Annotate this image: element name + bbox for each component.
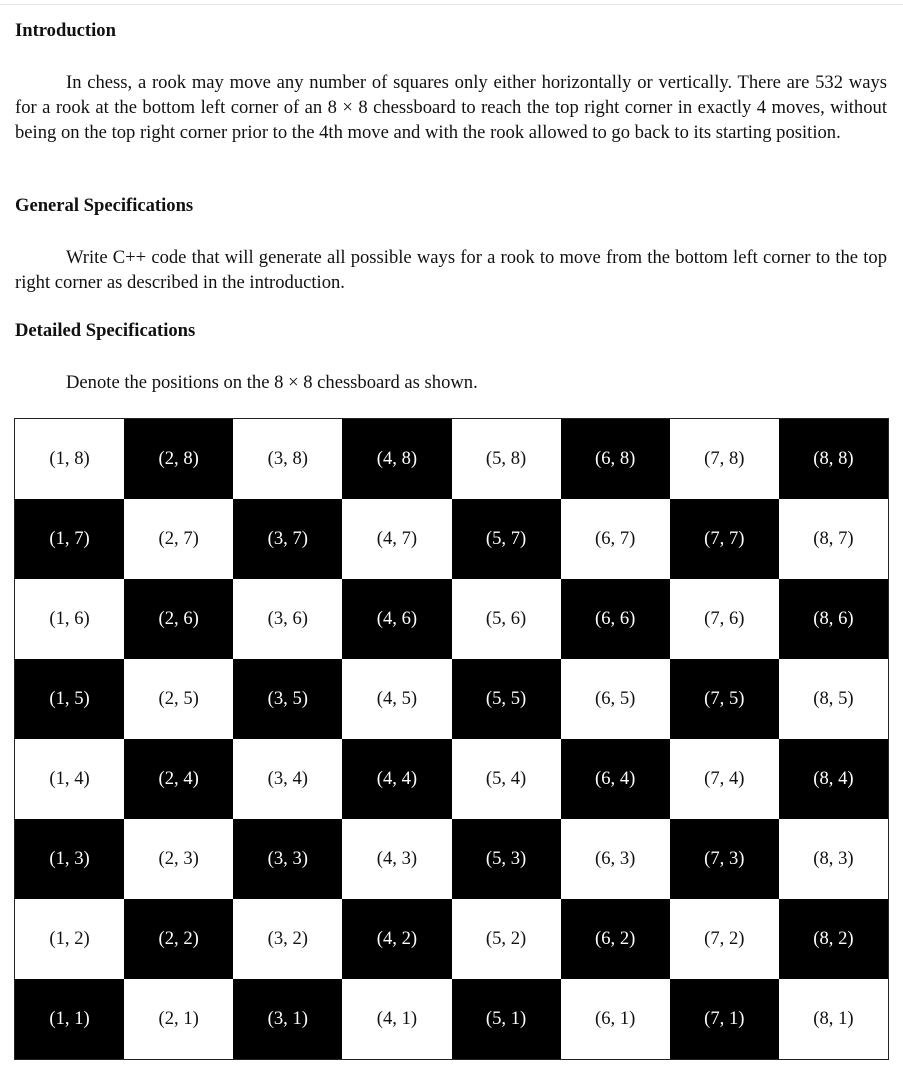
board-square: (5, 2) bbox=[452, 899, 561, 979]
board-square: (7, 5) bbox=[670, 659, 779, 739]
board-square: (7, 8) bbox=[670, 419, 779, 499]
chessboard bbox=[14, 418, 889, 1060]
board-square: (2, 7) bbox=[124, 499, 233, 579]
board-square: (3, 4) bbox=[233, 739, 342, 819]
paragraph-detailed-specifications: Denote the positions on the 8 × 8 chessboard as shown. bbox=[66, 372, 478, 393]
top-divider bbox=[0, 4, 903, 5]
board-square: (4, 5) bbox=[342, 659, 451, 739]
board-square: (3, 6) bbox=[233, 579, 342, 659]
board-square: (6, 5) bbox=[561, 659, 670, 739]
board-square: (5, 7) bbox=[452, 499, 561, 579]
board-square: (2, 6) bbox=[124, 579, 233, 659]
board-square: (3, 7) bbox=[233, 499, 342, 579]
board-square: (1, 7) bbox=[15, 499, 124, 579]
board-square: (1, 2) bbox=[15, 899, 124, 979]
heading-introduction: Introduction bbox=[15, 20, 116, 41]
board-square: (8, 4) bbox=[779, 739, 888, 819]
board-square: (8, 2) bbox=[779, 899, 888, 979]
board-square: (6, 1) bbox=[561, 979, 670, 1059]
board-square: (5, 6) bbox=[452, 579, 561, 659]
board-square: (5, 4) bbox=[452, 739, 561, 819]
board-square: (5, 8) bbox=[452, 419, 561, 499]
board-square: (7, 3) bbox=[670, 819, 779, 899]
board-square: (3, 1) bbox=[233, 979, 342, 1059]
board-square: (6, 8) bbox=[561, 419, 670, 499]
board-square: (1, 3) bbox=[15, 819, 124, 899]
board-square: (3, 3) bbox=[233, 819, 342, 899]
board-square: (1, 4) bbox=[15, 739, 124, 819]
board-square: (8, 5) bbox=[779, 659, 888, 739]
board-square: (4, 8) bbox=[342, 419, 451, 499]
board-square: (1, 8) bbox=[15, 419, 124, 499]
board-square: (2, 8) bbox=[124, 419, 233, 499]
board-square: (8, 3) bbox=[779, 819, 888, 899]
board-square: (3, 5) bbox=[233, 659, 342, 739]
board-square: (5, 5) bbox=[452, 659, 561, 739]
board-square: (8, 6) bbox=[779, 579, 888, 659]
board-square: (1, 5) bbox=[15, 659, 124, 739]
board-square: (2, 2) bbox=[124, 899, 233, 979]
board-square: (2, 4) bbox=[124, 739, 233, 819]
board-square: (4, 7) bbox=[342, 499, 451, 579]
board-square: (6, 2) bbox=[561, 899, 670, 979]
board-square: (4, 6) bbox=[342, 579, 451, 659]
board-square: (7, 4) bbox=[670, 739, 779, 819]
heading-general-specifications: General Specifications bbox=[15, 195, 194, 216]
board-square: (5, 1) bbox=[452, 979, 561, 1059]
board-square: (4, 4) bbox=[342, 739, 451, 819]
board-square: (6, 3) bbox=[561, 819, 670, 899]
board-square: (8, 1) bbox=[779, 979, 888, 1059]
board-square: (7, 2) bbox=[670, 899, 779, 979]
board-square: (6, 6) bbox=[561, 579, 670, 659]
board-square: (4, 3) bbox=[342, 819, 451, 899]
heading-detailed-specifications: Detailed Specifications bbox=[15, 320, 196, 341]
board-square: (1, 1) bbox=[15, 979, 124, 1059]
board-square: (1, 6) bbox=[15, 579, 124, 659]
board-square: (4, 2) bbox=[342, 899, 451, 979]
board-square: (7, 6) bbox=[670, 579, 779, 659]
board-square: (7, 7) bbox=[670, 499, 779, 579]
board-square: (8, 8) bbox=[779, 419, 888, 499]
board-square: (8, 7) bbox=[779, 499, 888, 579]
board-square: (4, 1) bbox=[342, 979, 451, 1059]
board-square: (3, 8) bbox=[233, 419, 342, 499]
board-square: (6, 7) bbox=[561, 499, 670, 579]
board-square: (5, 3) bbox=[452, 819, 561, 899]
paragraph-introduction: In chess, a rook may move any number of squares only either horizontally or vertically. There are 532 ways for a rook at the bottom left corner of an 8 × 8 chessboard to reach the top right corner in exactly 4 moves, without being on the top right corner prior to the 4th move and with the rook allowed to go back to its starting position. bbox=[15, 72, 887, 143]
board-square: (2, 5) bbox=[124, 659, 233, 739]
board-square: (3, 2) bbox=[233, 899, 342, 979]
board-square: (6, 4) bbox=[561, 739, 670, 819]
board-square: (2, 1) bbox=[124, 979, 233, 1059]
paragraph-general-specifications: Write C++ code that will generate all possible ways for a rook to move from the bottom left corner to the top right corner as described in the introduction. bbox=[15, 247, 887, 293]
board-square: (2, 3) bbox=[124, 819, 233, 899]
board-square: (7, 1) bbox=[670, 979, 779, 1059]
